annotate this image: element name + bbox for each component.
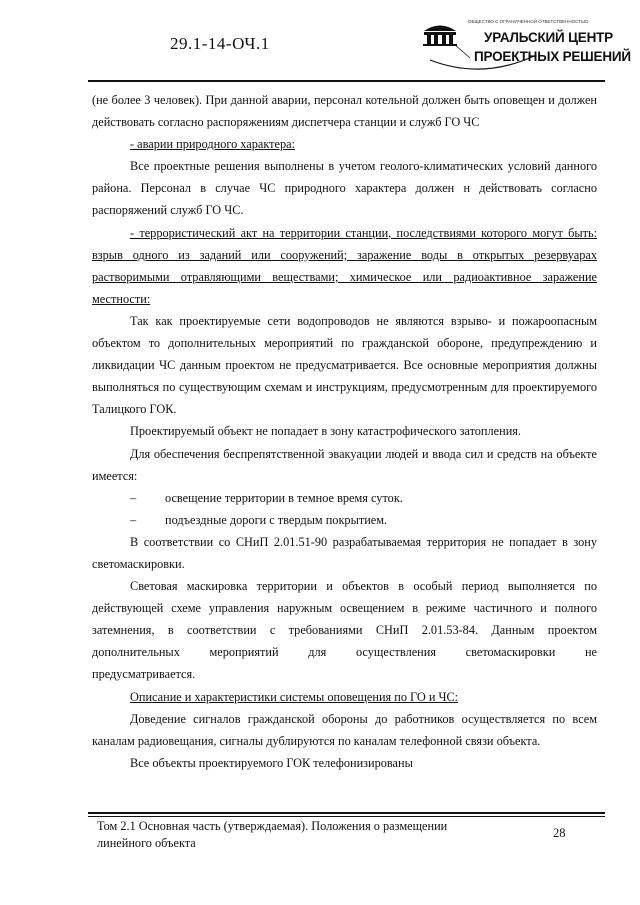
logo-title-line1: УРАЛЬСКИЙ ЦЕНТР xyxy=(484,30,613,45)
list-item xyxy=(92,509,597,531)
list-item-text: подъездные дороги с твердым покрытием. xyxy=(165,512,388,527)
paragraph: В соответствии со СНиП 2.01.51-90 разрабатываемая территория не попадает в зону светомаскировки. xyxy=(92,534,597,571)
footer-divider xyxy=(88,812,605,814)
logo-title-line2: ПРОЕКТНЫХ РЕШЕНИЙ xyxy=(474,49,631,64)
section-heading-terrorism: - террористический акт на территории станции, последствиями которого могут быть: взрыв одного из заданий или сооружений; заражение воды в открытых резервуарах растворимыми отравляющими веществами; химическое или радиоактивное заражение местности: xyxy=(92,225,597,306)
footer-divider-thin xyxy=(88,816,605,817)
bullet-marker: – xyxy=(130,512,137,527)
paragraph: Проектируемый объект не попадает в зону катастрофического затопления. xyxy=(130,424,522,439)
page-number: 28 xyxy=(553,826,566,840)
list-item xyxy=(92,487,597,509)
document-code: 29.1-14-ОЧ.1 xyxy=(170,34,270,53)
header-divider xyxy=(88,80,605,82)
document-body xyxy=(92,89,597,774)
paragraph: Все проектные решения выполнены в учетом геолого-климатических условий данного района. Персонал в случае ЧС природного характера должен н действовать согласно распоряжений служб ГО ЧС. xyxy=(92,159,597,218)
section-heading-alerts: Описание и характеристики системы оповещения по ГО и ЧС: xyxy=(130,689,459,704)
footer-volume-text: Том 2.1 Основная часть (утверждаемая). Положения о размещении линейного объекта xyxy=(97,819,448,850)
paragraph: (не более 3 человек). При данной аварии, персонал котельной должен быть оповещен и должен действовать согласно распоряжениям диспетчера станции и служб ГО ЧС xyxy=(92,93,597,130)
paragraph: Так как проектируемые сети водопроводов не являются взрыво- и пожароопасным объектом то дополнительных мероприятий по гражданской обороне, предупреждению и ликвидации ЧС данным проектом не предусматривается. Все основные мероприятия должны выполняться по существующим схемам и инструкциям, предусмотренным для проектируемого Талицкого ГОК. xyxy=(92,313,597,417)
paragraph: Доведение сигналов гражданской обороны до работников осуществляется по всем каналам радиовещания, сигналы дублируются по каналам телефонной связи объекта. xyxy=(92,711,597,748)
company-logo xyxy=(422,16,631,72)
paragraph-continuation: предусматривается. xyxy=(92,667,196,682)
logo-small-text: ОБЩЕСТВО С ОГРАНИЧЕННОЙ ОТВЕТСТВЕННОСТЬЮ xyxy=(468,19,589,24)
bullet-marker: – xyxy=(130,490,137,505)
section-heading-natural: - аварии природного характера: xyxy=(130,137,296,152)
paragraph: Все объекты проектируемого ГОК телефонизированы xyxy=(130,755,413,770)
paragraph: Световая маскировка территории и объектов в особый период выполняется по действующей схеме управления наружным освещением в режиме частичного и полного затемнения, в соответствии с требованиями СНиП 2.01.53-84. Данным проектом дополнительных мероприятий для осуществления светомаскировки не xyxy=(92,579,597,660)
list-item-text: освещение территории в темное время суток. xyxy=(165,490,403,505)
paragraph: Для обеспечения беспрепятственной эвакуации людей и ввода сил и средств на объекте имеется: xyxy=(92,446,597,483)
